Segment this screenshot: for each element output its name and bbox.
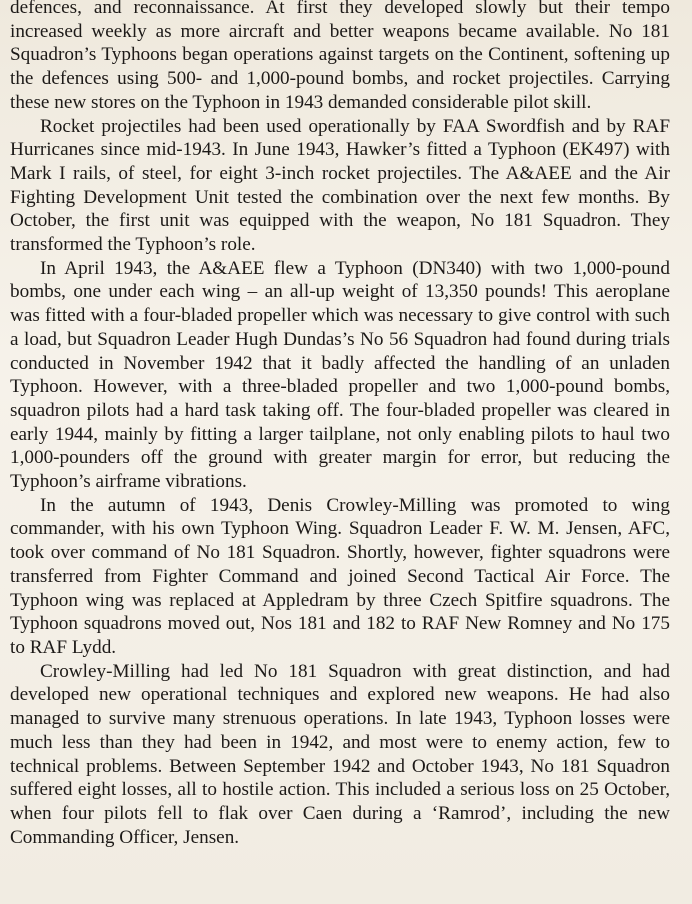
paragraph-4: In the autumn of 1943, Denis Crowley-Milling was promoted to wing commander, with his own Typhoon Wing. Squadron Leader F. W. M. Jensen, AFC, took over command of No 181 Squadron. Shortly, however, fighter squadrons were transferred from Fighter Command and joined Second Tactical Air Force. The Typhoon wing was replaced at Appledram by three Czech Spitfire squadrons. The Typhoon squadrons moved out, Nos 181 and 182 to RAF New Romney and No 175 to RAF Lydd.	[10, 494, 670, 658]
paragraph-2: Rocket projectiles had been used operationally by FAA Swordfish and by RAF Hurricanes since mid-1943. In June 1943, Hawker’s fitted a Typhoon (EK497) with Mark I rails, of steel, for eight 3-inch rocket projectiles. The A&AEE and the Air Fighting Development Unit tested the combination over the next few months. By October, the first unit was equipped with the weapon, No 181 Squadron. They transformed the Typhoon’s role.	[10, 115, 670, 256]
paragraph-3: In April 1943, the A&AEE flew a Typhoon (DN340) with two 1,000-pound bombs, one under each wing – an all-up weight of 13,350 pounds! This aeroplane was fitted with a four-bladed propeller which was necessary to give control with such a load, but Squadron Leader Hugh Dundas’s No 56 Squadron had found during trials conducted in November 1942 that it badly affected the handling of an unladen Typhoon. However, with a three-bladed propeller and two 1,000-pound bombs, squadron pilots had a hard task taking off. The four-bladed propeller was cleared in early 1944, mainly by fitting a larger tailplane, not only enabling pilots to haul two 1,000-pounders off the ground with greater margin for error, but reducing the Typhoon’s airframe vibrations.	[10, 257, 670, 493]
paragraph-1: defences, and reconnaissance. At first they developed slowly but their tempo increased weekly as more aircraft and better weapons became available. No 181 Squadron’s Typhoons began operations against targets on the Continent, softening up the defences using 500- and 1,000-pound bombs, and rocket projectiles. Carrying these new stores on the Typhoon in 1943 demanded considerable pilot skill.	[10, 0, 670, 113]
paragraph-5: Crowley-Milling had led No 181 Squadron with great distinction, and had developed new operational techniques and explored new weapons. He had also managed to survive many strenuous operations. In late 1943, Typhoon losses were much less than they had been in 1942, and most were to enemy action, few to technical problems. Between September 1942 and October 1943, No 181 Squadron suffered eight losses, all to hostile action. This included a serious loss on 25 October, when four pilots fell to flak over Caen during a ‘Ramrod’, including the new Commanding Officer, Jensen.	[10, 660, 670, 848]
body-text	[10, 0, 670, 849]
